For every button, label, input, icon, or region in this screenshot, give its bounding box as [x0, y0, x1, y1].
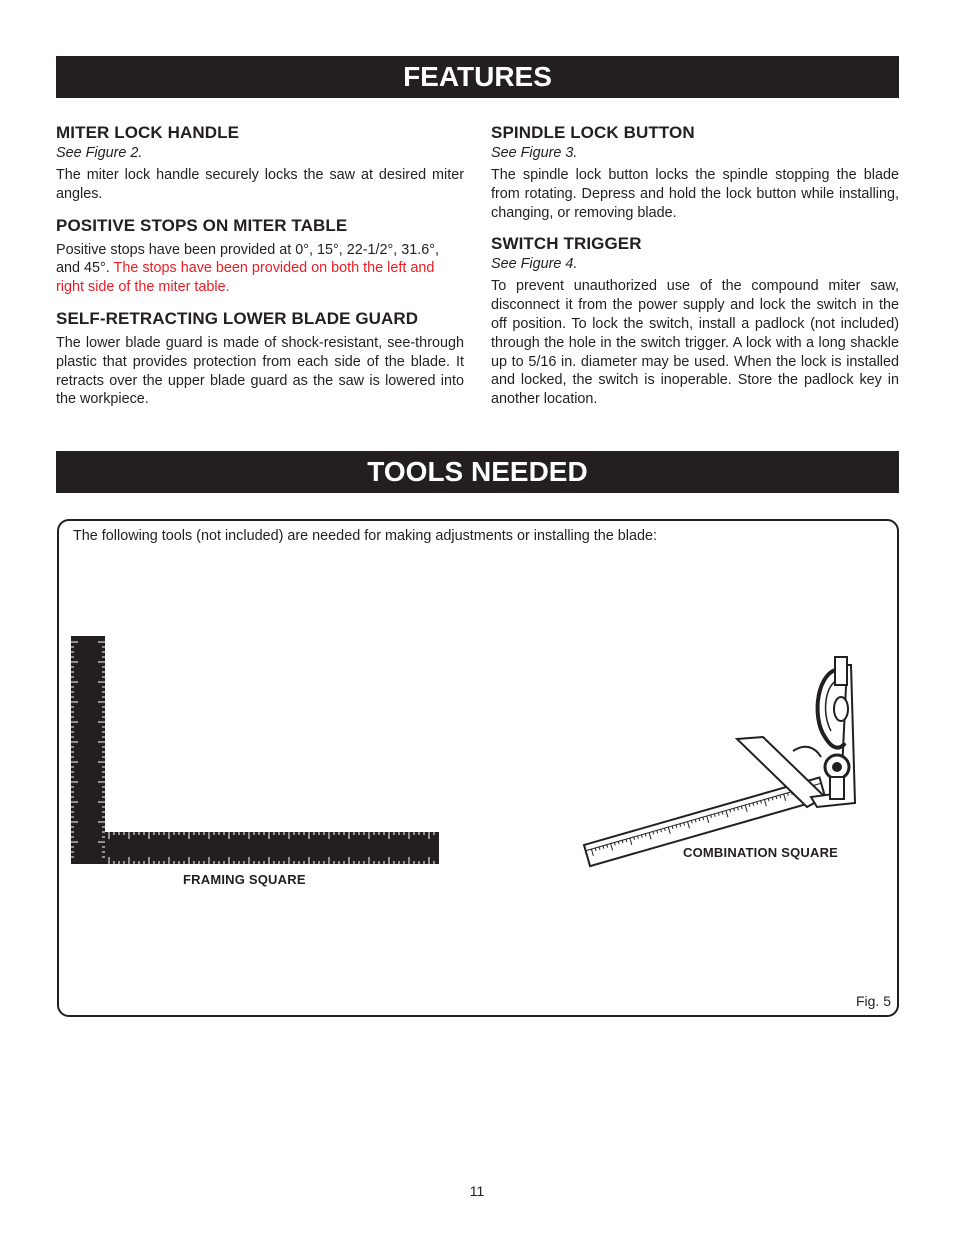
tools-needed-title: TOOLS NEEDED	[367, 456, 588, 487]
figure-reference: See Figure 2.	[56, 145, 143, 161]
section-heading: SPINDLE LOCK BUTTON	[491, 123, 695, 142]
figure-reference: See Figure 3.	[491, 145, 578, 161]
lower-blade-guard-section	[56, 308, 464, 409]
framing-square-label: FRAMING SQUARE	[183, 872, 306, 887]
spindle-lock-button-section	[491, 122, 899, 222]
section-body: The spindle lock button locks the spindle stopping the blade from rotating. Depress and hold the lock button while installing, changing, or removing blade.	[491, 167, 899, 221]
section-heading: SWITCH TRIGGER	[491, 234, 642, 254]
tools-intro: The following tools (not included) are needed for making adjustments or installing the blade:	[73, 528, 657, 544]
section-body	[56, 241, 464, 297]
section-body: The lower blade guard is made of shock-resistant, see-through plastic that provides protection from each side of the blade. It retracts over the upper blade guard as the saw is lowered into the workpiece.	[56, 334, 464, 408]
positive-stops-section	[56, 215, 464, 297]
figure-reference: See Figure 4.	[491, 256, 578, 273]
combination-square-icon	[579, 647, 879, 873]
switch-trigger-section	[491, 233, 899, 409]
features-right-column	[491, 122, 899, 420]
section-heading: POSITIVE STOPS ON MITER TABLE	[56, 215, 348, 235]
features-left-column	[56, 122, 464, 420]
body-text: Positive stops have been provided at 0°, 15°, 22-1/2°, 31.6°, and 45°.	[56, 241, 440, 277]
miter-lock-handle-section	[56, 122, 464, 204]
features-banner	[56, 56, 899, 98]
section-body: The miter lock handle securely locks the saw at desired miter angles.	[56, 167, 464, 202]
tools-needed-banner	[56, 451, 899, 493]
section-heading: SELF-RETRACTING LOWER BLADE GUARD	[56, 308, 419, 328]
framing-square-icon	[69, 634, 449, 866]
features-title: FEATURES	[403, 61, 552, 92]
combination-square-label: COMBINATION SQUARE	[683, 845, 839, 860]
page-number: 11	[469, 1183, 485, 1199]
section-heading: MITER LOCK HANDLE	[56, 123, 240, 142]
warning-text: The stops have been provided on both the left and right side of the miter table.	[56, 260, 435, 296]
figure-label: Fig. 5	[855, 993, 891, 1009]
section-body: To prevent unauthorized use of the compound miter saw, disconnect it from the power supply and lock the switch in the off position. To lock the switch, install a padlock (not included) through the hole in the switch trigger. A lock with a long shackle up to 5/16 in. diameter may be used. When the lock is installed and locked, the switch is inoperable. Store the padlock key in another location.	[491, 278, 899, 408]
tools-figure-box	[57, 519, 899, 1017]
